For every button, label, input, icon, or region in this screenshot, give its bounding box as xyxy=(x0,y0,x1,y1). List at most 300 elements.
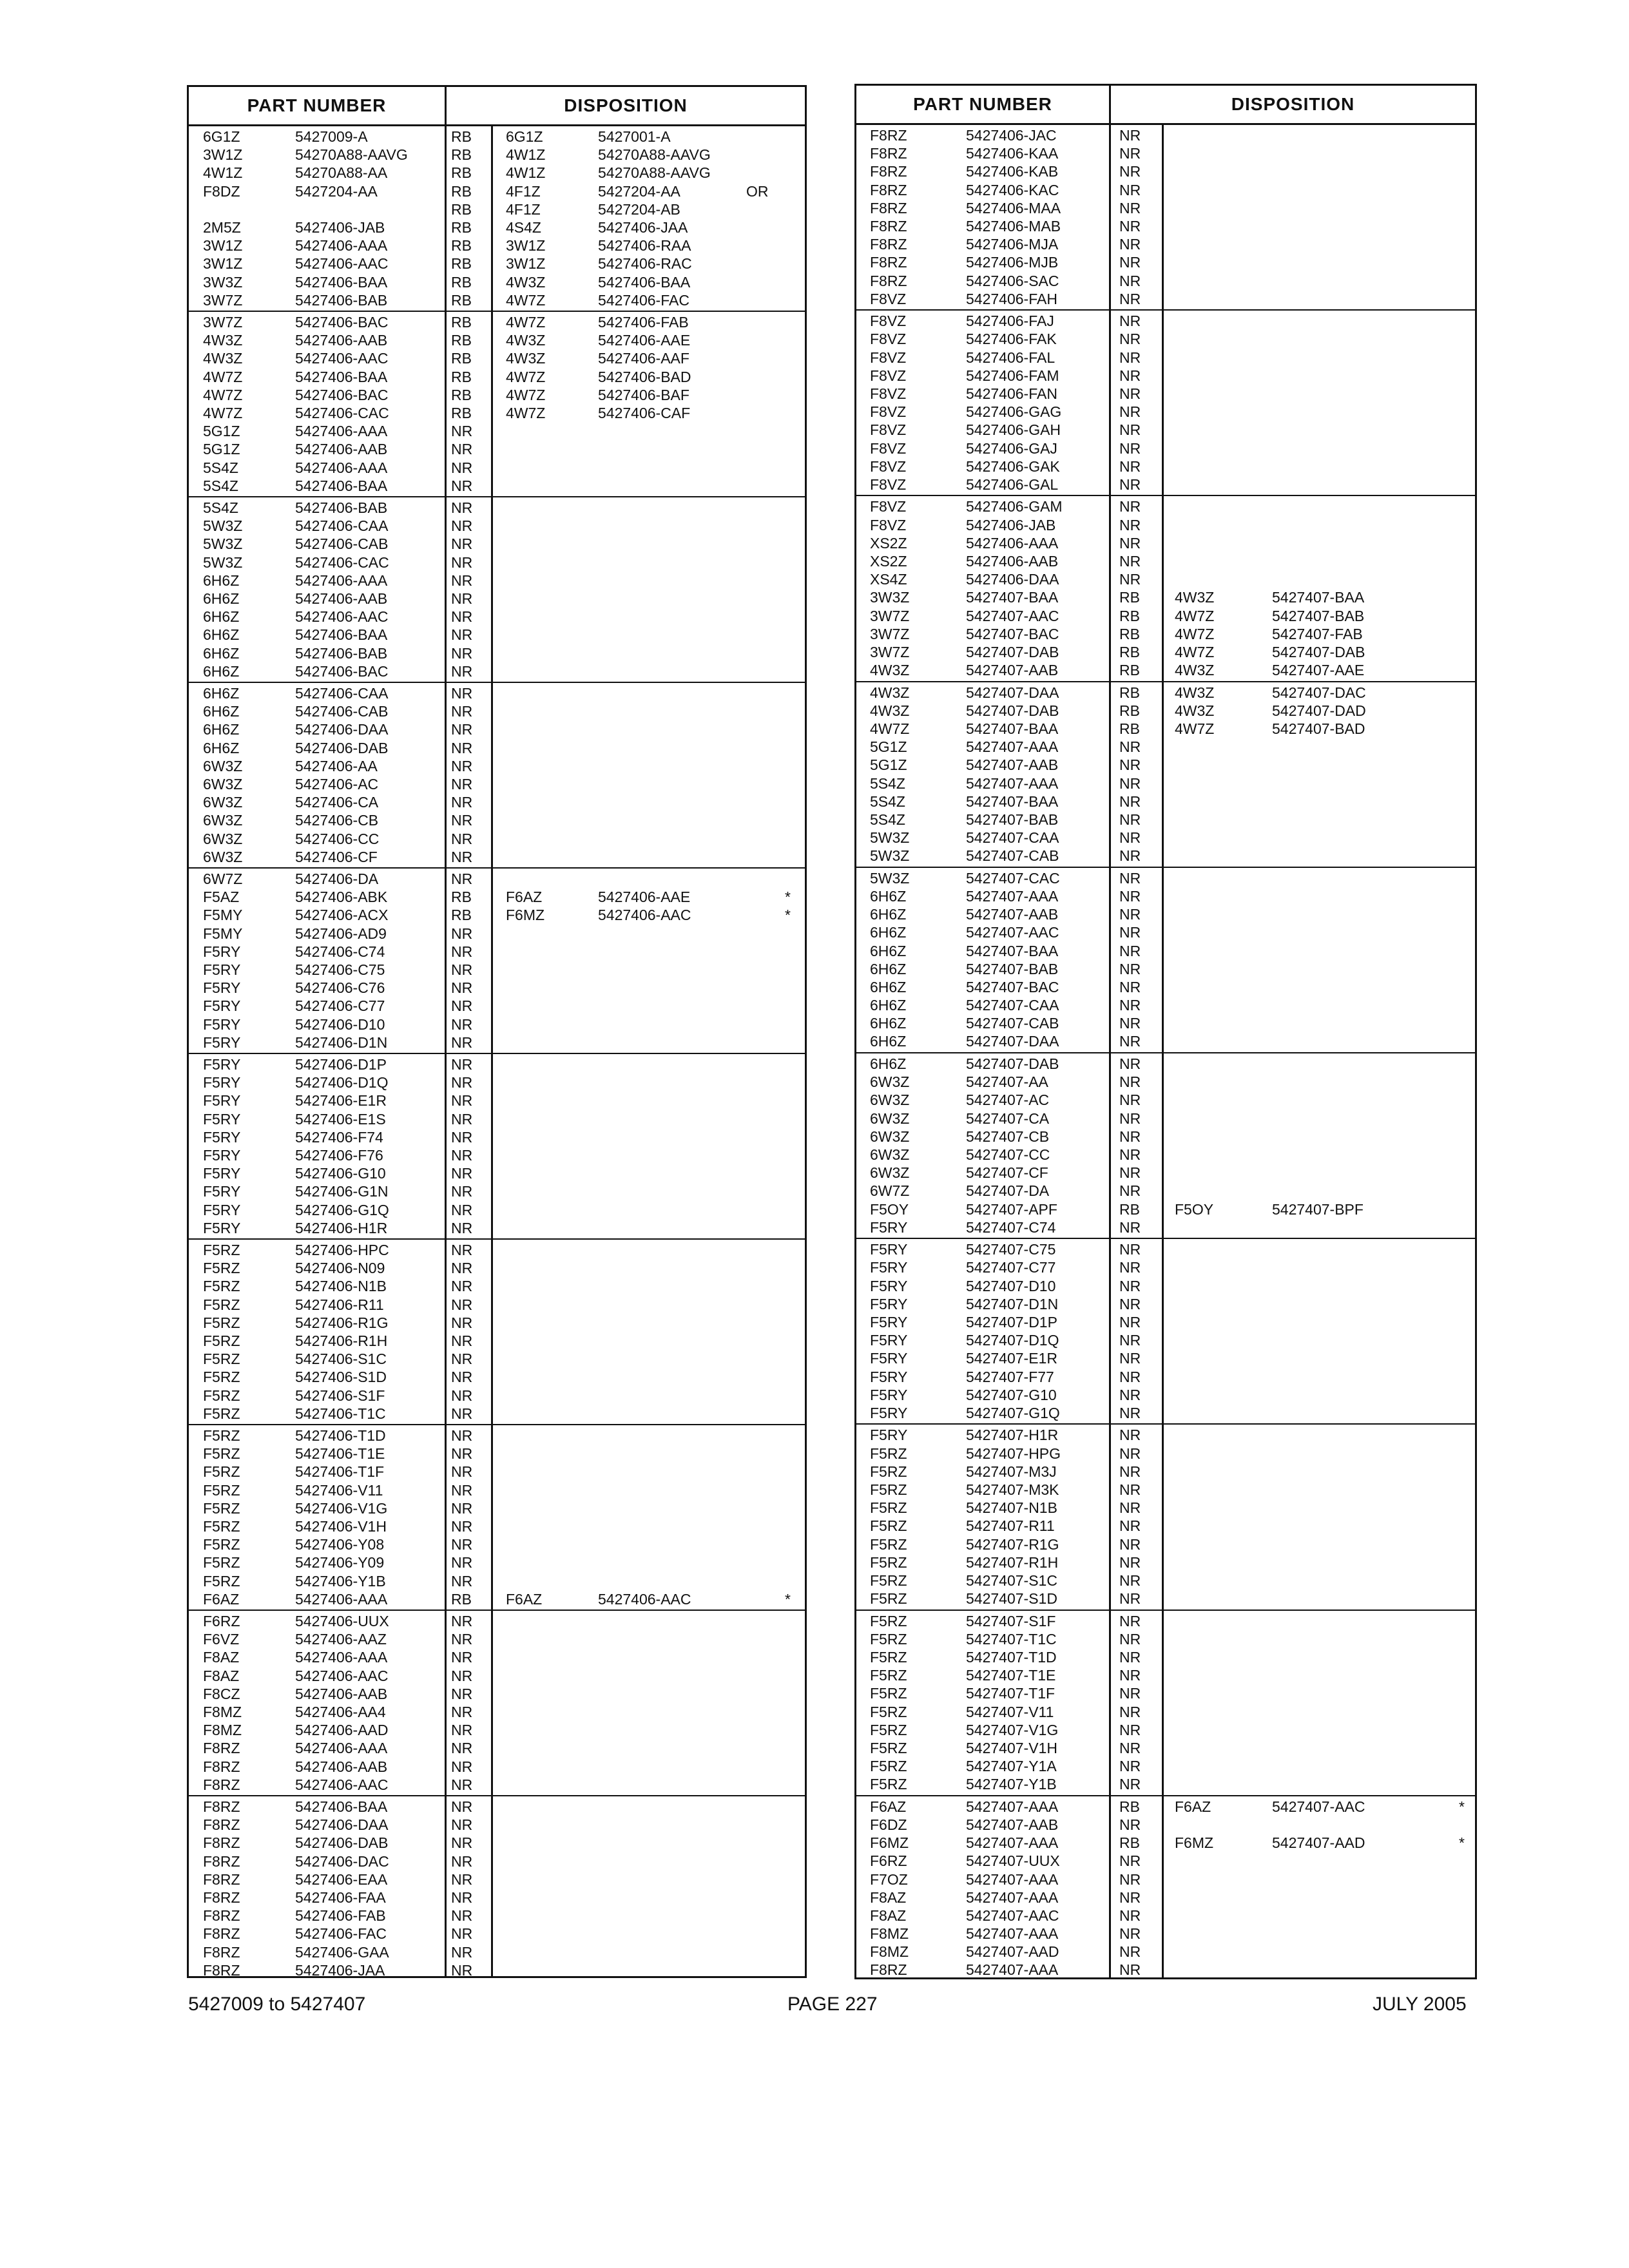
part-number: 5427009-A xyxy=(295,128,368,145)
disposition-code: NR xyxy=(1119,774,1141,792)
table-row xyxy=(189,1259,805,1277)
disposition-code: NR xyxy=(451,1110,473,1128)
part-prefix: 3W7Z xyxy=(203,291,243,309)
part-prefix: F5RZ xyxy=(203,1499,240,1517)
part-prefix: F5RY xyxy=(870,1427,908,1444)
table-row xyxy=(856,756,1475,774)
disposition-code: RB xyxy=(451,255,472,273)
disposition-code: NR xyxy=(451,1907,473,1925)
table-row xyxy=(856,1648,1475,1666)
part-prefix: F8RZ xyxy=(203,1961,240,1979)
table-row xyxy=(856,829,1475,847)
row-group xyxy=(189,1425,805,1611)
part-prefix: F8VZ xyxy=(870,349,907,366)
part-number: 5427406-CAB xyxy=(295,535,389,553)
table-row xyxy=(189,590,805,608)
replacement-number: 5427407-DAB xyxy=(1272,643,1365,660)
part-prefix: F5RY xyxy=(870,1313,908,1331)
part-number: 5427407-T1C xyxy=(966,1630,1057,1648)
disposition-code: RB xyxy=(451,368,472,385)
table-row xyxy=(856,1739,1475,1757)
table-row xyxy=(856,1368,1475,1386)
part-number: 5427406-AAB xyxy=(295,332,388,349)
part-prefix: F5RZ xyxy=(203,1445,240,1463)
table-row xyxy=(856,1943,1475,1961)
part-number: 5427407-C74 xyxy=(966,1218,1056,1236)
disposition-code: NR xyxy=(1119,1241,1141,1258)
disposition-code: NR xyxy=(451,1314,473,1331)
disposition-code: RB xyxy=(451,404,472,421)
page-range: 5427009 to 5427407 xyxy=(188,1994,366,2015)
replacement-prefix: 4W3Z xyxy=(1175,684,1215,701)
part-number: 5427407-HPG xyxy=(966,1445,1061,1462)
part-number: 5427407-AAA xyxy=(966,1798,1059,1815)
part-prefix: F5RY xyxy=(203,1146,241,1164)
table-row xyxy=(189,182,805,200)
disposition-code: NR xyxy=(1119,756,1141,774)
part-prefix: F6DZ xyxy=(870,1816,907,1833)
table-row xyxy=(856,497,1475,515)
table-row xyxy=(189,1612,805,1630)
part-number: 5427406-DAA xyxy=(295,721,389,738)
part-prefix: F8RZ xyxy=(870,163,907,180)
part-prefix: F5RZ xyxy=(203,1332,240,1349)
row-group xyxy=(856,1425,1475,1610)
part-prefix: F6VZ xyxy=(203,1631,240,1648)
row-group xyxy=(189,1796,805,1982)
table-row xyxy=(189,906,805,924)
part-prefix: 6W3Z xyxy=(870,1146,910,1163)
part-number: 5427406-FAN xyxy=(966,385,1057,402)
table-row xyxy=(856,1666,1475,1684)
part-number: 5427406-GAJ xyxy=(966,439,1057,457)
replacement-prefix: F5OY xyxy=(1175,1200,1214,1218)
disposition-code: NR xyxy=(451,703,473,720)
replacement-prefix: 4W1Z xyxy=(506,146,546,164)
disposition-code: NR xyxy=(1119,869,1141,887)
part-number: 5427406-H1R xyxy=(295,1219,388,1236)
disposition-code: NR xyxy=(1119,997,1141,1014)
disposition-code: RB xyxy=(451,1590,472,1608)
part-number: 5427406-FAB xyxy=(295,1907,386,1925)
part-number: 5427406-FAM xyxy=(966,367,1059,384)
part-number: 5427407-N1B xyxy=(966,1499,1057,1517)
disposition-code: NR xyxy=(451,739,473,756)
table-row xyxy=(856,1684,1475,1702)
part-number: 5427406-AAB xyxy=(295,441,388,458)
disposition-code: NR xyxy=(1119,847,1141,865)
part-prefix: 5S4Z xyxy=(203,477,238,494)
table-row xyxy=(189,1368,805,1386)
table-row xyxy=(189,1816,805,1834)
part-prefix: F5RY xyxy=(870,1404,908,1421)
part-prefix: F5RZ xyxy=(870,1445,907,1462)
table-row xyxy=(189,1314,805,1332)
table-row xyxy=(189,499,805,517)
disposition-code: NR xyxy=(1119,1907,1141,1924)
disposition-code: NR xyxy=(1119,1590,1141,1608)
part-number: 5427407-S1F xyxy=(966,1612,1056,1629)
table-row xyxy=(856,1703,1475,1721)
part-number: 5427406-AAA xyxy=(295,237,388,255)
part-number: 5427406-EAA xyxy=(295,1870,388,1888)
disposition-code: NR xyxy=(451,1445,473,1463)
part-prefix: F5RZ xyxy=(203,1278,240,1295)
part-prefix: F5RZ xyxy=(870,1648,907,1666)
part-prefix: 3W7Z xyxy=(870,625,910,642)
table-row xyxy=(856,1961,1475,1979)
replacement-prefix: 4W3Z xyxy=(1175,589,1215,606)
disposition-code: NR xyxy=(1119,1816,1141,1833)
part-number: 5427406-CA xyxy=(295,794,379,811)
table-row xyxy=(189,1387,805,1405)
part-number: 5427406-GAM xyxy=(966,498,1063,515)
part-number: 5427407-BAB xyxy=(966,811,1059,828)
part-number: 5427406-N1B xyxy=(295,1278,387,1295)
part-prefix: 4W7Z xyxy=(203,404,243,421)
part-prefix: F5RY xyxy=(203,943,241,960)
table-row xyxy=(856,534,1475,552)
part-prefix: F5RZ xyxy=(203,1481,240,1499)
part-prefix: F5RY xyxy=(203,1092,241,1110)
part-prefix: F8RZ xyxy=(870,217,907,235)
disposition-code: NR xyxy=(451,685,473,702)
disposition-code: NR xyxy=(451,608,473,626)
disposition-code: NR xyxy=(1119,1703,1141,1720)
table-row xyxy=(189,1073,805,1091)
part-number: 5427406-E1S xyxy=(295,1110,386,1128)
disposition-code: NR xyxy=(451,1703,473,1720)
disposition-code: NR xyxy=(1119,1481,1141,1498)
table-header xyxy=(189,87,805,126)
part-number: 5427406-JAC xyxy=(966,127,1057,144)
table-row xyxy=(189,477,805,495)
part-prefix: 6H6Z xyxy=(870,887,907,905)
part-number: 5427406-AAB xyxy=(966,552,1059,570)
table-row xyxy=(189,1758,805,1776)
replacement-prefix: 4W7Z xyxy=(506,291,546,309)
disposition-code: NR xyxy=(1119,476,1141,493)
table-row xyxy=(856,1404,1475,1422)
part-number: 5427406-AC xyxy=(295,775,379,793)
disposition-code: RB xyxy=(451,200,472,218)
part-number: 5427406-JAA xyxy=(295,1961,385,1979)
replacement-prefix: 4W3Z xyxy=(1175,662,1215,679)
footnote-marker: * xyxy=(785,889,791,906)
table-row xyxy=(189,1332,805,1350)
disposition-code: NR xyxy=(1119,1295,1141,1312)
disposition-code: NR xyxy=(451,1499,473,1517)
disposition-code: NR xyxy=(451,1387,473,1404)
part-prefix: F8RZ xyxy=(870,181,907,198)
part-prefix: F5RZ xyxy=(870,1499,907,1517)
part-prefix: 6W3Z xyxy=(870,1128,910,1145)
table-row xyxy=(856,960,1475,978)
part-number: 5427407-AAC xyxy=(966,607,1059,624)
part-number: 5427406-FAL xyxy=(966,349,1055,366)
table-row xyxy=(189,1445,805,1463)
disposition-code: NR xyxy=(1119,457,1141,475)
part-number: 5427406-AAA xyxy=(295,1649,388,1666)
table-row xyxy=(189,1721,805,1739)
disposition-code: NR xyxy=(451,1405,473,1422)
part-prefix: 5G1Z xyxy=(870,738,907,756)
part-prefix: F5RZ xyxy=(203,1242,240,1258)
disposition-code: NR xyxy=(451,1740,473,1757)
part-prefix: 5G1Z xyxy=(203,441,240,458)
table-row xyxy=(856,1630,1475,1648)
disposition-code: RB xyxy=(1119,1798,1140,1815)
part-prefix: F8MZ xyxy=(870,1943,909,1961)
disposition-code: NR xyxy=(1119,1630,1141,1648)
part-prefix: 6W7Z xyxy=(203,870,243,887)
part-prefix: F5RZ xyxy=(203,1350,240,1368)
part-number: 5427407-CB xyxy=(966,1128,1050,1145)
disposition-code: NR xyxy=(451,1092,473,1110)
table-row xyxy=(189,1128,805,1146)
part-number: 5427406-V11 xyxy=(295,1481,383,1499)
table-row xyxy=(856,1757,1475,1775)
table-row xyxy=(189,775,805,793)
table-row xyxy=(856,643,1475,661)
row-group xyxy=(189,1054,805,1240)
replacement-number: 5427407-BAD xyxy=(1272,720,1365,737)
disposition-code: NR xyxy=(1119,1015,1141,1032)
table-row xyxy=(856,385,1475,403)
part-number: 5427407-S1C xyxy=(966,1571,1057,1589)
replacement-prefix: 4W7Z xyxy=(1175,720,1215,737)
part-number: 5427406-AA xyxy=(295,757,378,774)
part-prefix: F5RY xyxy=(870,1259,908,1276)
part-number: 5427406-FAA xyxy=(295,1888,386,1906)
table-row xyxy=(189,440,805,458)
disposition-code: NR xyxy=(451,1852,473,1870)
table-row xyxy=(856,684,1475,702)
part-prefix: 3W1Z xyxy=(203,146,243,164)
disposition-code: NR xyxy=(1119,349,1141,366)
part-prefix: F5RZ xyxy=(203,1517,240,1535)
disposition-code: NR xyxy=(1119,1259,1141,1276)
disposition-code: NR xyxy=(451,1201,473,1218)
part-number: 5427407-AAC xyxy=(966,924,1059,941)
part-prefix: F8RZ xyxy=(870,127,907,144)
table-row xyxy=(189,1405,805,1423)
replacement-number: 5427204-AB xyxy=(598,200,680,218)
table-row xyxy=(856,1055,1475,1073)
replacement-number: 5427406-FAB xyxy=(598,314,689,331)
table-row xyxy=(856,1164,1475,1182)
row-group xyxy=(189,869,805,1054)
disposition-code: NR xyxy=(451,1758,473,1775)
disposition-code: NR xyxy=(451,1332,473,1349)
table-row xyxy=(856,1426,1475,1444)
disposition-code: NR xyxy=(451,1816,473,1834)
disposition-code: NR xyxy=(1119,1648,1141,1666)
part-prefix: F8RZ xyxy=(203,1740,240,1757)
part-prefix: 6H6Z xyxy=(203,590,240,607)
table-row xyxy=(856,869,1475,887)
part-number: 5427407-CAC xyxy=(966,869,1060,887)
disposition-code: NR xyxy=(1119,1427,1141,1444)
part-number: 5427407-R1G xyxy=(966,1535,1059,1553)
replacement-prefix: 4W7Z xyxy=(1175,643,1215,660)
table-row xyxy=(856,1146,1475,1164)
table-row xyxy=(856,552,1475,570)
part-prefix: F8VZ xyxy=(870,476,907,493)
table-row xyxy=(189,684,805,702)
part-number: 5427406-ACX xyxy=(295,907,389,924)
replacement-number: 5427406-CAF xyxy=(598,404,691,421)
disposition-code: NR xyxy=(451,423,473,440)
replacement-number: 5427407-AAE xyxy=(1272,662,1365,679)
replacement-prefix: 4W3Z xyxy=(506,350,546,367)
replacement-prefix: 4W7Z xyxy=(506,386,546,403)
part-number: 5427406-AAC xyxy=(295,350,389,367)
replacement-number: 5427406-AAE xyxy=(598,332,691,349)
disposition-code: NR xyxy=(451,1667,473,1684)
disposition-code: NR xyxy=(1119,1033,1141,1050)
part-number: 5427406-GAG xyxy=(966,403,1062,421)
table-row xyxy=(189,1219,805,1237)
table-row xyxy=(856,1463,1475,1481)
table-row xyxy=(856,793,1475,811)
part-prefix: 5W3Z xyxy=(870,869,910,887)
disposition-code: NR xyxy=(1119,1870,1141,1888)
table-row xyxy=(189,1703,805,1721)
disposition-code: NR xyxy=(1119,811,1141,828)
table-row xyxy=(189,1648,805,1666)
table-row xyxy=(189,146,805,164)
publication-date: JULY 2005 xyxy=(1373,1994,1467,2015)
table-row xyxy=(856,1481,1475,1499)
disposition-code: NR xyxy=(1119,1445,1141,1462)
disposition-code: NR xyxy=(451,1834,473,1852)
part-prefix: F8VZ xyxy=(870,312,907,330)
part-number: 5427406-JAB xyxy=(295,218,385,236)
table-row xyxy=(189,811,805,829)
part-prefix: 4W7Z xyxy=(870,720,910,737)
table-row xyxy=(189,1776,805,1794)
part-number: 5427407-UUX xyxy=(966,1852,1060,1870)
disposition-code: RB xyxy=(451,907,472,924)
left-table-body xyxy=(189,126,805,1979)
table-row xyxy=(189,1146,805,1164)
disposition-code: NR xyxy=(1119,199,1141,216)
row-group xyxy=(189,312,805,497)
table-row xyxy=(856,1313,1475,1331)
disposition-code: NR xyxy=(1119,1332,1141,1349)
part-number: 5427406-G10 xyxy=(295,1165,386,1182)
disposition-code: NR xyxy=(451,1296,473,1313)
part-number: 5427406-KAC xyxy=(966,181,1059,198)
disposition-code: NR xyxy=(451,794,473,811)
part-prefix: 4W3Z xyxy=(870,662,910,679)
disposition-code: NR xyxy=(1119,1571,1141,1589)
part-prefix: F5RZ xyxy=(203,1260,240,1277)
part-number: 5427406-AAC xyxy=(295,1776,389,1793)
table-row xyxy=(856,1553,1475,1571)
disposition-code: NR xyxy=(451,517,473,535)
table-row xyxy=(189,1961,805,1979)
part-prefix: F5RY xyxy=(870,1350,908,1367)
part-prefix: F6RZ xyxy=(203,1613,240,1629)
part-prefix: F5RZ xyxy=(870,1721,907,1738)
part-prefix: F5RZ xyxy=(870,1553,907,1571)
table-row xyxy=(189,943,805,961)
part-number: 5427407-R11 xyxy=(966,1517,1055,1535)
disposition-code: NR xyxy=(451,1572,473,1590)
table-row xyxy=(189,1241,805,1259)
table-row xyxy=(856,1349,1475,1367)
part-number: 5427406-BAA xyxy=(295,477,388,494)
table-row xyxy=(189,331,805,349)
disposition-code: NR xyxy=(451,775,473,793)
part-number: 5427407-AAA xyxy=(966,1834,1059,1852)
disposition-code: NR xyxy=(1119,439,1141,457)
part-number: 5427406-BAC xyxy=(295,662,389,680)
left-table xyxy=(187,85,807,1978)
part-prefix: 6H6Z xyxy=(203,703,240,720)
part-prefix: F5RZ xyxy=(203,1554,240,1571)
part-number: 5427406-D10 xyxy=(295,1015,385,1033)
disposition-code: NR xyxy=(1119,1368,1141,1385)
part-number: 5427407-DAA xyxy=(966,684,1059,701)
replacement-number: 5427406-AAF xyxy=(598,350,689,367)
part-number: 5427407-Y1B xyxy=(966,1776,1057,1793)
part-number: 5427407-APF xyxy=(966,1200,1057,1218)
disposition-code: RB xyxy=(1119,607,1140,624)
table-row xyxy=(189,888,805,906)
part-number: 5427407-CAA xyxy=(966,997,1059,1014)
disposition-code: NR xyxy=(451,626,473,644)
part-number: 5427406-D1P xyxy=(295,1056,387,1073)
table-row xyxy=(856,978,1475,996)
table-row xyxy=(189,1055,805,1073)
part-prefix: 6H6Z xyxy=(203,721,240,738)
disposition-code: NR xyxy=(451,1146,473,1164)
disposition-code: NR xyxy=(451,1722,473,1739)
disposition-code: NR xyxy=(451,848,473,865)
disposition-code: RB xyxy=(1119,643,1140,660)
part-prefix: F5RY xyxy=(203,997,241,1015)
table-row xyxy=(189,313,805,331)
table-row xyxy=(189,1517,805,1535)
table-row xyxy=(856,162,1475,180)
part-number: 5427406-SAC xyxy=(966,272,1059,289)
part-prefix: F5RZ xyxy=(203,1369,240,1386)
disposition-code: RB xyxy=(1119,684,1140,701)
part-prefix: F5RZ xyxy=(203,1572,240,1590)
part-number: 5427406-DAA xyxy=(295,1816,389,1834)
part-prefix: F8RZ xyxy=(870,199,907,216)
disposition-code: NR xyxy=(451,1925,473,1943)
part-number: 5427406-BAB xyxy=(295,499,388,516)
disposition-code: NR xyxy=(451,1350,473,1368)
part-number: 5427407-V1H xyxy=(966,1739,1057,1756)
disposition-code: NR xyxy=(451,572,473,589)
part-prefix: 4W3Z xyxy=(870,684,910,701)
disposition-code: NR xyxy=(451,499,473,516)
disposition-code: NR xyxy=(1119,1073,1141,1091)
disposition-code: RB xyxy=(451,237,472,255)
part-number: 5427406-CAC xyxy=(295,404,389,421)
part-prefix: F5RZ xyxy=(870,1630,907,1648)
part-prefix: F8RZ xyxy=(203,1852,240,1870)
part-number: 5427407-V1G xyxy=(966,1721,1059,1738)
disposition-code: NR xyxy=(1119,1164,1141,1182)
part-prefix: F8VZ xyxy=(870,457,907,475)
part-number: 5427406-AAC xyxy=(295,1667,389,1684)
